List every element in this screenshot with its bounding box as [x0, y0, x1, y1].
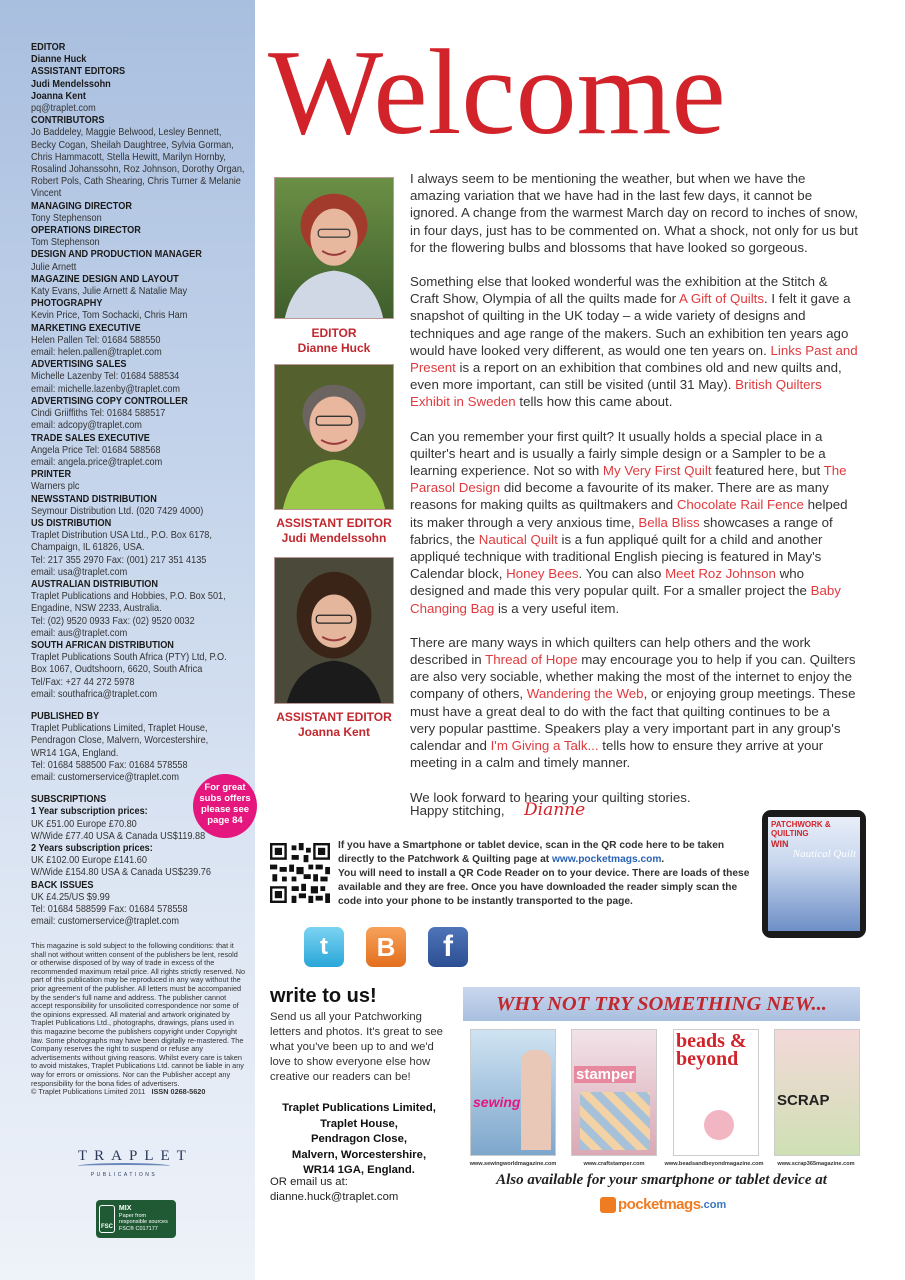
- assistant-editor-name: Judi Mendelssohn: [281, 531, 387, 545]
- masthead-line: Box 1067, Oudtshoorn, 6620, South Africa: [31, 664, 203, 676]
- qr-line2: You will need to install a QR Code Reader on to your device. There are loads of these available and they are free. Once you have downloaded the reader simply scan the code into your phone to be instantly transported to the page.: [338, 868, 750, 907]
- twitter-glyph: t: [320, 933, 328, 960]
- article-link[interactable]: Thread of Hope: [485, 652, 578, 668]
- beads-and-beyond-cover[interactable]: [673, 1029, 759, 1156]
- editor-signature: Dianne: [524, 800, 586, 820]
- masthead-heading: Dianne Huck: [31, 54, 87, 66]
- masthead-line: Traplet Publications South Africa (PTY) Ltd, P.O.: [31, 652, 227, 664]
- masthead-line: Tel: 01684 588599 Fax: 01684 578558: [31, 904, 188, 916]
- editorial-paragraph: [410, 273, 858, 411]
- masthead-line[interactable]: email: customerservice@traplet.com: [31, 771, 180, 783]
- masthead-line[interactable]: email: usa@traplet.com: [31, 566, 128, 578]
- cover-url[interactable]: www.beadsandbeyondmagazine.com: [664, 1161, 764, 1167]
- twitter-icon[interactable]: [304, 927, 344, 967]
- masthead-line[interactable]: email: angela.price@traplet.com: [31, 456, 163, 468]
- masthead-line: UK £102.00 Europe £141.60: [31, 855, 147, 867]
- assistant-editor-caption-1: [262, 516, 406, 546]
- paragraph-text: . You can also: [578, 566, 666, 582]
- masthead-heading: BACK ISSUES: [31, 879, 94, 891]
- editor-role: EDITOR: [311, 326, 357, 340]
- blogger-icon[interactable]: [366, 927, 406, 967]
- paragraph-text: There are many ways in which quilters can help others and the work described in: [410, 634, 811, 668]
- paragraph-text: We look forward to hearing your quilting stories.: [410, 789, 691, 805]
- masthead-heading: EDITOR: [31, 42, 66, 53]
- masthead-heading: OPERATIONS DIRECTOR: [31, 225, 141, 237]
- masthead-line: Traplet Publications Limited, Traplet House,: [31, 723, 208, 735]
- tablet-screen: [768, 817, 860, 931]
- masthead-line: WR14 1GA, England.: [31, 747, 119, 759]
- masthead-line[interactable]: pq@traplet.com: [31, 103, 96, 115]
- masthead-line[interactable]: email: michelle.lazenby@traplet.com: [31, 383, 181, 395]
- masthead-line[interactable]: email: helen.pallen@traplet.com: [31, 347, 162, 359]
- address-line: Traplet Publications Limited,: [282, 1102, 436, 1114]
- facebook-icon[interactable]: [428, 927, 468, 967]
- paragraph-text: tells how this came about.: [515, 394, 673, 410]
- masthead-heading: TRADE SALES EXECUTIVE: [31, 432, 150, 444]
- facebook-glyph: f: [443, 930, 453, 963]
- masthead-line: Chris Hammacott, Stella Hewitt, Marilyn Hornby,: [31, 151, 226, 163]
- article-link[interactable]: Bella Bliss: [638, 514, 700, 530]
- also-available-text: Also available for your smartphone or tablet device at: [496, 1172, 827, 1188]
- tablet-device-image: [762, 810, 866, 938]
- fsc-code: FSC® C017177: [118, 1225, 158, 1232]
- tablet-badge: WIN: [771, 839, 789, 849]
- traplet-logo-sub: PUBLICATIONS: [90, 1172, 158, 1178]
- article-link[interactable]: My Very First Quilt: [602, 463, 712, 479]
- craft-stamper-cover[interactable]: [571, 1029, 657, 1156]
- article-link[interactable]: Baby Changing Bag: [410, 583, 841, 616]
- article-link[interactable]: A Gift of Quilts: [679, 291, 764, 307]
- masthead-line: Tel: 217 355 2970 Fax: (001) 217 351 4135: [31, 554, 207, 566]
- paragraph-text: who designed and made this very popular quilt. For a smaller project the: [410, 566, 811, 599]
- badge-line: please see: [200, 804, 250, 815]
- paragraph-text: did become a favourite of its maker. There are as many reasons for making quilts as quiltmakers and: [410, 480, 829, 513]
- masthead-line: W/Wide £154.80 USA & Canada US$239.76: [31, 867, 211, 879]
- masthead-line[interactable]: email: southafrica@traplet.com: [31, 688, 158, 700]
- article-link[interactable]: Wandering the Web: [526, 686, 644, 702]
- masthead-heading: Judi Mendelssohn: [31, 78, 111, 90]
- masthead-line: Engadine, NSW 2233, Australia.: [31, 603, 162, 615]
- masthead-line: W/Wide £77.40 USA & Canada US$119.88: [31, 830, 206, 842]
- masthead-line: Tel/Fax: +27 44 272 5978: [31, 676, 135, 688]
- masthead-line: Tel: 01684 588500 Fax: 01684 578558: [31, 759, 188, 771]
- signoff: Happy stitching,: [410, 803, 505, 818]
- article-link[interactable]: Meet Roz Johnson: [665, 566, 776, 582]
- masthead-line: Helen Pallen Tel: 01684 588550: [31, 334, 161, 346]
- masthead-heading: PRINTER: [31, 469, 72, 481]
- badge-line: For great: [204, 782, 246, 793]
- traplet-logo-word: TRAPLET: [78, 1148, 193, 1164]
- masthead-line: Julie Arnett: [31, 261, 77, 273]
- article-link[interactable]: Chocolate Rail Fence: [676, 497, 804, 513]
- masthead-heading: MANAGING DIRECTOR: [31, 200, 132, 212]
- masthead-line: UK £4.25/US $9.99: [31, 891, 110, 903]
- qr-code-icon[interactable]: [270, 843, 330, 903]
- masthead-heading: CONTRIBUTORS: [31, 115, 105, 127]
- write-to-us-title: write to us!: [270, 985, 377, 1007]
- masthead-line: Michelle Lazenby Tel: 01684 588534: [31, 371, 180, 383]
- editor-email-link[interactable]: dianne.huck@traplet.com: [270, 1191, 399, 1203]
- article-link[interactable]: Honey Bees: [506, 566, 579, 582]
- pocketmags-link[interactable]: www.pocketmags.com: [551, 854, 662, 865]
- pocketmags-logo[interactable]: [600, 1196, 726, 1213]
- beads-cover-title: beads & beyond: [676, 1030, 747, 1070]
- article-link[interactable]: I'm Giving a Talk...: [490, 738, 599, 754]
- masthead-line: Tony Stephenson: [31, 212, 102, 224]
- masthead-line: Angela Price Tel: 01684 588568: [31, 444, 161, 456]
- write-to-us-text: Send us all your Patchworking letters and photos. It's great to see what you've been up to and we'd love to show everyone else how creative our readers can be!: [270, 1011, 443, 1083]
- fsc-label: FSC: [100, 1223, 113, 1230]
- editorial-paragraph: [410, 634, 858, 772]
- masthead-line: Jo Baddeley, Maggie Belwood, Lesley Bennett,: [31, 127, 222, 139]
- paragraph-text: Can you remember your first quilt? It usually holds a special place in a quilter's heart and is usually a fairly simple design or a Sampler to be a learning experience. Not so with: [410, 428, 826, 479]
- masthead-line[interactable]: email: aus@traplet.com: [31, 627, 128, 639]
- paragraph-text: Something else that looked wonderful was the exhibition at the Stitch & Craft Show, Olympia of all the quilts made for: [410, 274, 828, 307]
- pocketmags-com: .com: [700, 1198, 727, 1211]
- paragraph-text: is a very useful item.: [494, 600, 620, 616]
- fsc-logo: [96, 1200, 176, 1238]
- scrap-cover-title: SCRAP: [777, 1092, 830, 1109]
- masthead-line: Tom Stephenson: [31, 237, 100, 249]
- masthead-heading: AUSTRALIAN DISTRIBUTION: [31, 578, 158, 590]
- masthead-heading: Joanna Kent: [31, 90, 86, 102]
- assistant-editor-photo-1: [274, 364, 394, 510]
- article-link[interactable]: The Parasol Design: [410, 463, 847, 496]
- badge-line: page 84: [207, 815, 243, 826]
- paragraph-text: I always seem to be mentioning the weather, but when we have the amazing variation that we have had in the last few days, it cannot be ignored. A change from the warmest March day on record to inches of snow, in four days, just has to be commented on. What a shock, not only for us but for the flowering bulbs and blossoms that have looked so gorgeous.: [410, 171, 858, 255]
- editor-name: Dianne Huck: [297, 341, 371, 355]
- paragraph-text: helped its maker through a very anxious time,: [410, 497, 848, 530]
- paragraph-text: tells how to ensure they arrive at your meeting in a calm and timely manner.: [410, 738, 824, 771]
- email-contact: [270, 1175, 448, 1205]
- editor-photo: [274, 177, 394, 319]
- article-link[interactable]: Links Past and Present: [410, 342, 858, 376]
- cover-url[interactable]: www.sewingworldmagazine.com: [469, 1161, 557, 1167]
- address-line: Malvern, Worcestershire,: [291, 1148, 427, 1161]
- editor-caption: [262, 326, 406, 356]
- masthead-heading: PHOTOGRAPHY: [31, 298, 103, 310]
- try-something-new-banner: WHY NOT TRY SOMETHING NEW...: [463, 987, 860, 1021]
- stamper-cover-title: stamper: [576, 1066, 635, 1083]
- masthead-heading: SOUTH AFRICAN DISTRIBUTION: [31, 639, 174, 651]
- masthead-line: Traplet Publications and Hobbies, P.O. Box 501,: [31, 591, 226, 603]
- editorial-paragraph: [410, 170, 858, 256]
- issn: ISSN 0268-5620: [151, 1087, 206, 1097]
- masthead-line: Kevin Price, Tom Sochacki, Chris Ham: [31, 310, 188, 322]
- assistant-editor-role: ASSISTANT EDITOR: [276, 710, 392, 724]
- article-link[interactable]: Nautical Quilt: [478, 531, 558, 547]
- masthead-line: Robert Pols, Cath Shearing, Chris Turner & Melanie: [31, 176, 241, 188]
- masthead-heading: ADVERTISING SALES: [31, 359, 127, 371]
- qr-instructions: [338, 839, 763, 909]
- assistant-editor-caption-2: [262, 710, 406, 740]
- masthead-line: Seymour Distribution Ltd. (020 7429 4000): [31, 505, 204, 517]
- masthead-heading: PUBLISHED BY: [31, 710, 100, 722]
- published-by: [31, 711, 251, 784]
- masthead-heading: MARKETING EXECUTIVE: [31, 322, 141, 334]
- masthead-line: Katy Evans, Julie Arnett & Natalie May: [31, 286, 188, 298]
- address-line: Traplet House,: [320, 1117, 398, 1130]
- qr-line1-end: .: [661, 854, 665, 865]
- fsc-mix: MIX: [118, 1205, 132, 1212]
- paragraph-text: , or enjoying group meetings. These must have a great deal to do with the fact that quilting continues to be a very popular pasttime. Speakers play a very important part in any group's calendar and: [410, 686, 856, 754]
- paragraph-text: featured here, but: [711, 463, 824, 479]
- cover-url[interactable]: www.craftstamper.com: [583, 1161, 645, 1167]
- pocketmags-word: pocketmags: [618, 1196, 701, 1213]
- masthead-heading: ADVERTISING COPY CONTROLLER: [31, 395, 188, 407]
- fsc-tree-icon: [99, 1205, 115, 1233]
- fsc-text: Paper from responsible sources: [118, 1212, 168, 1225]
- masthead-heading: MAGAZINE DESIGN AND LAYOUT: [31, 273, 179, 285]
- paragraph-text: showcases a range of fabrics, the: [410, 514, 833, 547]
- copyright: © Traplet Publications Limited 2011: [31, 1087, 146, 1097]
- masthead-heading: ASSISTANT EDITORS: [31, 66, 126, 78]
- masthead-line: Rosalind Johanssohn, Roz Johnson, Dorothy Organ,: [31, 164, 245, 176]
- tablet-mast: PATCHWORK & QUILTING: [771, 820, 831, 838]
- address-line: Pendragon Close,: [310, 1133, 408, 1145]
- email-intro: OR email us at:: [270, 1176, 348, 1188]
- legal-text: This magazine is sold subject to the following conditions: that it shall not without written consent of the publishers be lent, resold or otherwise disposed of by way of trade in excess of the recommended maximum retail price. All rights strictly reserved. No part of this publication may be reproduced in any way without the prior agreement of the publisher. All letters must be accompanied by the sender's full name and address. The publisher cannot accept responsibility for unsolicited correspondence nor some of the opinions expressed. All material and artwork originated by Traplet Publications Ltd., photographs, drawings, plans used in this magazine become the publishers copyright under Copyright law. Some photographs may have been digitally re-mastered. The Company reserves the right to suspend or refuse any advertisements without giving reasons. Whilst every care is taken to avoid mistakes, Traplet Publications Ltd. cannot be liable in any way for errors or omissions. Nor can the Publisher accept any responsibility for the bona fides of advertisers.: [31, 941, 246, 1088]
- masthead-line[interactable]: email: customerservice@traplet.com: [31, 916, 180, 928]
- masthead-line: Vincent: [31, 188, 62, 200]
- page-title: Welcome: [268, 25, 726, 160]
- cover-url[interactable]: www.scrap365magazine.com: [777, 1161, 855, 1167]
- paragraph-text: may encourage you to help if you can. Quilters are also very sociable, whether making the most of the internet to enjoy the company of others,: [410, 652, 856, 702]
- masthead-line[interactable]: email: adcopy@traplet.com: [31, 420, 142, 432]
- masthead-line: Warners plc: [31, 481, 80, 493]
- masthead-credits: [31, 42, 251, 701]
- masthead-line: UK £51.00 Europe £70.80: [31, 818, 137, 830]
- address-line: WR14 1GA, England.: [303, 1164, 415, 1176]
- assistant-editor-photo-2: [274, 557, 394, 704]
- tablet-cover-title: Nautical Quilt: [792, 848, 856, 860]
- subs-offer-badge[interactable]: [193, 774, 257, 838]
- paragraph-text: is a fun appliqué quilt for a child and another appliqué technique with traditional English piecing is featured in May's Calendar block,: [410, 531, 823, 582]
- paragraph-text: . I felt it gave a snapshot of quilting in the UK today – a wide variety of designs and techniques and age range of the makers. Such an exhibition ten years ago would have looked very different, as would one ten years on.: [410, 291, 851, 358]
- assistant-editor-role: ASSISTANT EDITOR: [276, 516, 392, 530]
- editorial-text: [410, 170, 858, 823]
- masthead-heading: 1 Year subscription prices:: [31, 806, 148, 818]
- postal-address: [270, 1101, 448, 1179]
- article-link[interactable]: British Quilters Exhibit in Sweden: [410, 377, 822, 410]
- sewing-world-cover[interactable]: [470, 1029, 556, 1156]
- masthead-heading: NEWSSTAND DISTRIBUTION: [31, 493, 157, 505]
- blogger-glyph: B: [376, 931, 396, 962]
- masthead-heading: SUBSCRIPTIONS: [31, 794, 107, 806]
- masthead-line: Cindi Griiffiths Tel: 01684 588517: [31, 408, 166, 420]
- scrap-365-cover[interactable]: [774, 1029, 860, 1156]
- masthead-line: Pendragon Close, Malvern, Worcestershire,: [31, 735, 209, 747]
- masthead-heading: US DISTRIBUTION: [31, 517, 112, 529]
- masthead-line: Champaign, IL 61826, USA.: [31, 542, 145, 554]
- editorial-paragraph: [410, 428, 858, 617]
- traplet-logo: [78, 1148, 193, 1178]
- masthead-line: Tel: (02) 9520 0933 Fax: (02) 9520 0032: [31, 615, 195, 627]
- badge-line: subs offers: [199, 793, 251, 804]
- assistant-editor-name: Joanna Kent: [297, 725, 370, 739]
- legal-notice: [31, 942, 246, 1097]
- masthead-line: Becky Cogan, Sheilah Daughtree, Sylvia Gorman,: [31, 139, 234, 151]
- masthead-line: Traplet Distribution USA Ltd., P.O. Box 6178,: [31, 530, 212, 542]
- qr-line1: If you have a Smartphone or tablet device, scan in the QR code here to be taken directly to the Patchwork & Quilting page at: [338, 840, 725, 865]
- masthead-heading: 2 Years subscription prices:: [31, 843, 153, 854]
- masthead-heading: DESIGN AND PRODUCTION MANAGER: [31, 249, 202, 261]
- sewing-cover-title: sewing: [473, 1094, 521, 1110]
- pocketmags-icon: [600, 1197, 616, 1213]
- paragraph-text: is a report on an exhibition that combines old and new quilts and, even more important, can still be visited (until 31 May).: [410, 360, 842, 393]
